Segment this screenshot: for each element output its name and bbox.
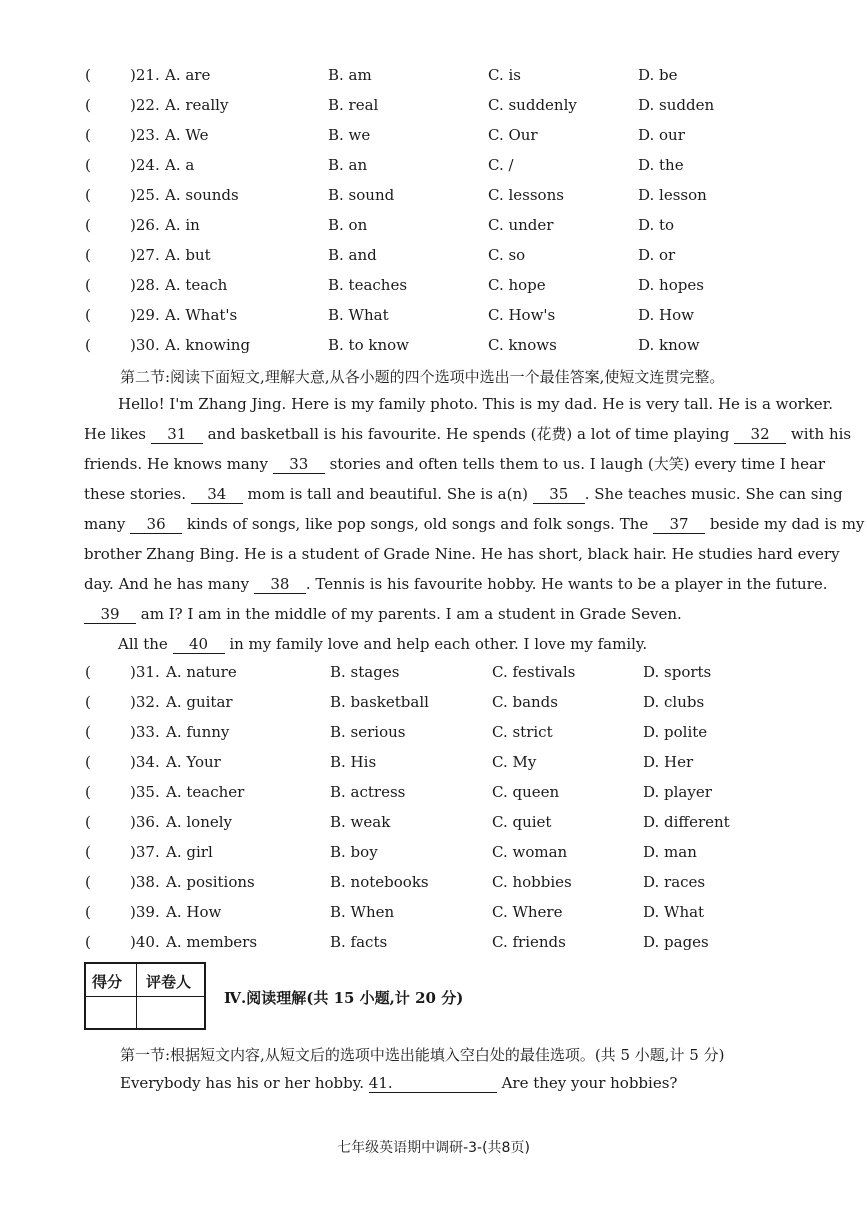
option-a[interactable]: A. Your [166,753,221,771]
option-d[interactable]: D. lesson [638,186,707,204]
option-a[interactable]: A. lonely [166,813,233,831]
option-d[interactable]: D. Her [643,753,694,771]
passage-line: All the 40 in my family love and help each other. I love my family. [118,635,648,653]
blank-31[interactable]: 31 [151,425,203,444]
option-d[interactable]: D. polite [643,723,708,741]
passage-line: these stories. 34 mom is tall and beautiful. She is a(n) 35 . She teaches music. She can sing [84,485,843,503]
question-number: )27. [130,246,160,264]
option-b[interactable]: B. facts [330,933,388,951]
option-a[interactable]: A. positions [166,873,255,891]
score-label: 得分 [92,973,123,991]
passage-line: many 36 kinds of songs, like pop songs, old songs and folk songs. The 37 beside my dad is my [84,515,865,533]
question-number: )37. [130,843,160,861]
option-b[interactable]: B. His [330,753,377,771]
question-number: )34. [130,753,160,771]
option-d[interactable]: D. know [638,336,700,354]
option-row [0,158,867,188]
option-a[interactable]: A. teach [165,276,228,294]
option-c[interactable]: C. How's [488,306,556,324]
question-number: )24. [130,156,160,174]
option-c[interactable]: C. quiet [492,813,552,831]
question-number: )30. [130,336,160,354]
option-b[interactable]: B. basketball [330,693,429,711]
score-box-divider [86,996,204,997]
question-number: )32. [130,693,160,711]
option-d[interactable]: D. be [638,66,678,84]
passage-line: 39 am I? I am in the middle of my parents. I am a student in Grade Seven. [84,599,814,629]
question-41: Everybody has his or her hobby. 41. Are they your hobbies? [120,1074,678,1092]
option-row [0,98,867,128]
answer-paren[interactable]: ( [85,246,91,264]
option-row [0,68,867,98]
option-a[interactable]: A. a [165,156,195,174]
option-c[interactable]: C. / [488,156,514,174]
option-row [0,218,867,248]
blank-39[interactable]: 39 [84,605,136,624]
option-c[interactable]: C. suddenly [488,96,577,114]
option-row [0,695,867,725]
cloze-passage [84,389,865,659]
section4-title: Ⅳ.阅读理解(共 15 小题,计 20 分) [224,989,464,1007]
option-b[interactable]: B. and [328,246,377,264]
option-a[interactable]: A. but [165,246,211,264]
blank-36[interactable]: 36 [130,515,182,534]
option-a[interactable]: A. are [165,66,211,84]
question-number: )26. [130,216,160,234]
option-b[interactable]: B. real [328,96,379,114]
question-number: )35. [130,783,160,801]
option-row [0,755,867,785]
answer-paren[interactable]: ( [85,693,91,711]
option-row [0,815,867,845]
question-number: )31. [130,663,160,681]
answer-paren[interactable]: ( [85,723,91,741]
answer-paren[interactable]: ( [85,783,91,801]
answer-paren[interactable]: ( [85,96,91,114]
passage-line: brother Zhang Bing. He is a student of Grade Nine. He has short, black hair. He studies hard every [84,545,840,563]
answer-paren[interactable]: ( [85,126,91,144]
option-c[interactable]: C. woman [492,843,568,861]
option-row [0,665,867,695]
question-number: )29. [130,306,160,324]
option-b[interactable]: B. actress [330,783,406,801]
answer-paren[interactable]: ( [85,336,91,354]
option-b[interactable]: B. to know [328,336,410,354]
answer-paren[interactable]: ( [85,903,91,921]
option-d[interactable]: D. different [643,813,730,831]
option-row [0,875,867,905]
option-d[interactable]: D. What [643,903,705,921]
option-b[interactable]: B. What [328,306,389,324]
answer-paren[interactable]: ( [85,156,91,174]
question-number: )38. [130,873,160,891]
option-row [0,128,867,158]
answer-paren[interactable]: ( [85,186,91,204]
option-d[interactable]: D. the [638,156,684,174]
option-d[interactable]: D. clubs [643,693,705,711]
option-row [0,785,867,815]
answer-paren[interactable]: ( [85,873,91,891]
option-d[interactable]: D. races [643,873,706,891]
option-d[interactable]: D. hopes [638,276,704,294]
question-number: )33. [130,723,160,741]
option-c[interactable]: C. lessons [488,186,564,204]
option-d[interactable]: D. pages [643,933,709,951]
option-b[interactable]: B. on [328,216,368,234]
answer-paren[interactable]: ( [85,306,91,324]
blank-32[interactable]: 32 [734,425,786,444]
option-a[interactable]: A. What's [165,306,238,324]
option-d[interactable]: D. to [638,216,675,234]
option-row [0,845,867,875]
answer-paren[interactable]: ( [85,843,91,861]
option-d[interactable]: D. sudden [638,96,715,114]
option-c[interactable]: C. is [488,66,521,84]
option-row [0,278,867,308]
option-c[interactable]: C. under [488,216,554,234]
passage-line: friends. He knows many 33 stories and often tells them to us. I laugh (大笑) every time I hear [84,455,826,473]
option-b[interactable]: B. we [328,126,371,144]
answer-paren[interactable]: ( [85,66,91,84]
question-number: )22. [130,96,160,114]
option-c[interactable]: C. Our [488,126,538,144]
option-a[interactable]: A. members [166,933,258,951]
option-c[interactable]: C. festivals [492,663,576,681]
option-d[interactable]: D. or [638,246,676,264]
question-number: )36. [130,813,160,831]
option-a[interactable]: A. really [165,96,229,114]
option-a[interactable]: A. How [166,903,222,921]
option-c[interactable]: C. friends [492,933,566,951]
option-row [0,188,867,218]
option-row [0,725,867,755]
grader-label: 评卷人 [146,973,192,991]
option-c[interactable]: C. queen [492,783,560,801]
blank-35[interactable]: 35 [533,485,585,504]
passage-line: Hello! I'm Zhang Jing. Here is my family photo. This is my dad. He is very tall. He is a worker. [118,395,833,413]
option-c[interactable]: C. bands [492,693,558,711]
option-row [0,248,867,278]
answer-paren[interactable]: ( [85,216,91,234]
option-a[interactable]: A. girl [166,843,213,861]
option-a[interactable]: A. knowing [165,336,251,354]
option-d[interactable]: D. player [643,783,712,801]
option-c[interactable]: C. hope [488,276,546,294]
option-c[interactable]: C. strict [492,723,553,741]
answer-paren[interactable]: ( [85,813,91,831]
option-b[interactable]: B. stages [330,663,400,681]
section4-1-heading: 第一节:根据短文内容,从短文后的选项中选出能填入空白处的最佳选项。(共 5 小题,计 5 分) [120,1046,725,1064]
question-number: )23. [130,126,160,144]
question-number: )40. [130,933,160,951]
score-box [84,962,206,1030]
answer-paren[interactable]: ( [85,276,91,294]
option-c[interactable]: C. so [488,246,526,264]
answer-paren[interactable]: ( [85,933,91,951]
question-number: )25. [130,186,160,204]
passage-line: He likes 31 and basketball is his favourite. He spends (花费) a lot of time playing 32 with his [84,425,852,443]
option-c[interactable]: C. My [492,753,537,771]
option-d[interactable]: D. man [643,843,697,861]
blank-40[interactable]: 40 [173,635,225,654]
option-a[interactable]: A. sounds [165,186,239,204]
option-row [0,905,867,935]
option-row [0,308,867,338]
option-a[interactable]: A. in [165,216,200,234]
option-b[interactable]: B. sound [328,186,395,204]
option-b[interactable]: B. serious [330,723,406,741]
option-d[interactable]: D. sports [643,663,712,681]
option-c[interactable]: C. knows [488,336,557,354]
option-b[interactable]: B. boy [330,843,378,861]
option-row [0,338,867,368]
option-b[interactable]: B. an [328,156,368,174]
passage-line: day. And he has many 38 . Tennis is his favourite hobby. He wants to be a player in the future. [84,575,828,593]
option-b[interactable]: B. teaches [328,276,408,294]
option-b[interactable]: B. When [330,903,395,921]
question-number: )39. [130,903,160,921]
answer-paren[interactable]: ( [85,753,91,771]
section2-heading: 第二节:阅读下面短文,理解大意,从各小题的四个选项中选出一个最佳答案,使短文连贯完整。 [120,368,725,386]
option-a[interactable]: A. funny [166,723,230,741]
option-a[interactable]: A. guitar [166,693,233,711]
option-row [0,935,867,965]
blank-38[interactable]: 38 [254,575,306,594]
blank-37[interactable]: 37 [653,515,705,534]
option-a[interactable]: A. We [165,126,209,144]
option-b[interactable]: B. weak [330,813,391,831]
option-b[interactable]: B. notebooks [330,873,429,891]
option-d[interactable]: D. How [638,306,694,324]
question-number: )28. [130,276,160,294]
page-footer: 七年级英语期中调研-3-(共8页) [337,1140,530,1156]
blank-41[interactable]: 41. [369,1074,497,1093]
option-c[interactable]: C. hobbies [492,873,572,891]
option-d[interactable]: D. our [638,126,685,144]
option-a[interactable]: A. nature [166,663,237,681]
question-number: )21. [130,66,160,84]
option-b[interactable]: B. am [328,66,372,84]
blank-33[interactable]: 33 [273,455,325,474]
option-a[interactable]: A. teacher [166,783,245,801]
answer-paren[interactable]: ( [85,663,91,681]
option-c[interactable]: C. Where [492,903,563,921]
blank-34[interactable]: 34 [191,485,243,504]
